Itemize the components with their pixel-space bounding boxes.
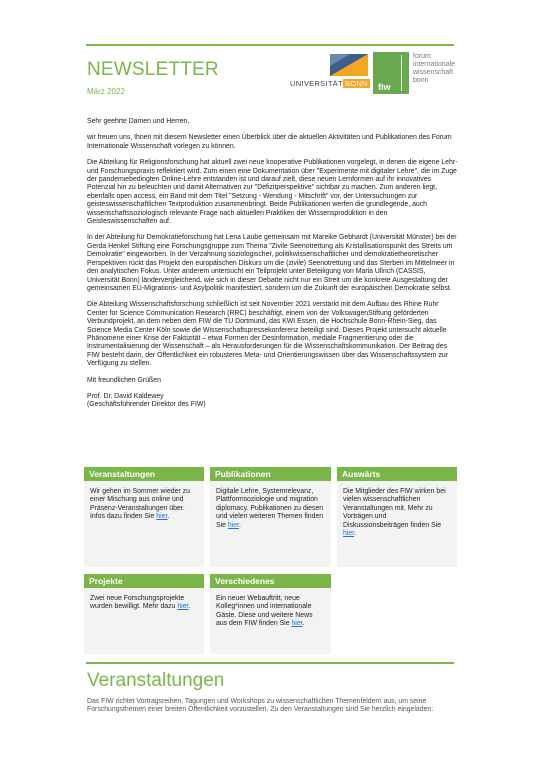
card-text: Ein neuer Webauftritt, neue Kolleg*innen und internationale Gäste. Diese und weitere News aus dem FIW finden Sie <box>216 595 313 628</box>
card-link-publikationen[interactable]: hier <box>227 521 239 529</box>
university-word: UNIVERSITÄT <box>290 79 343 88</box>
letter-body <box>87 118 459 410</box>
card-text: Wir gehen im Sommer wieder zu einer Mischung aus online und Präsenz-Veranstaltungen über. Infos dazu finden Sie <box>90 488 190 521</box>
card-verschiedenes <box>210 574 331 654</box>
card-link-verschiedenes[interactable]: hier <box>291 620 303 628</box>
card-projekte <box>84 574 204 654</box>
card-title: Projekte <box>84 574 204 588</box>
letter-paragraph: Die Abteilung für Religionsforschung hat aktuell zwei neue kooperative Publikationen vorgelegt, in denen die eigene Lehr- und Forschungspraxis reflektiert wird. Zum einen eine Dokumentation über "Experimente mit digitaler Lehre", die im Zuge der pandemiebedingten Online-Lehre entstanden ist und darauf zielt, diese neuen Lernformen auf ihr innovatives Potenzial hin zu beleuchten und damit Alternativen zur "Defizitperspektive" sichtbar zu machen. Zum anderen liegt, ebenfalls open access, ein Band mit dem Titel "Setzung - Wendung - Mitschrift" vor, der Untersuchungen zur geisteswissenschaftlichen Textproduktion zusammenbringt. Beide Publikationen werfen die grundlegende, auch wissenschaftssoziologisch relevante Frage nach aktuellen Praktiken der Wissensproduktion in den Geisteswissenschaften auf. <box>87 159 458 226</box>
letter-paragraph: Die Abteilung Wissenschaftsforschung schließlich ist seit November 2021 verstärkt mit dem Aufbau des Rhine Ruhr Center for Science Communication Research (RRC) beschäftigt, einem von der VolkswagenStiftung geförderten Verbundprojekt, an dem neben dem FIW die TU Dortmund, das KWI Essen, die Hochschule Bonn-Rhein-Sieg, das Science Media Center Köln sowie die Wissenschaftspressekonferenz beteiligt sind. Dieses Projekt untersucht aktuelle Phänomene einer Krise der Faktizität – etwa Formen der Desinformation, mediale Fragmentierung oder die Instrumentalisierung der Wissenschaft – als Herausforderungen für die Wissenschaftskommunikation. Der Beitrag des FIW besteht darin, der Öffentlichkeit ein robusteres Meta- und Orientierungswissen über das Wissenschaftssystem zur Verfügung zu stellen. <box>87 301 449 368</box>
card-title: Veranstaltungen <box>84 467 204 481</box>
university-logo-text <box>290 79 370 88</box>
fiw-word: bonn <box>413 77 429 84</box>
header-logos <box>290 52 456 94</box>
card-body: Wir gehen im Sommer wieder zu einer Mischung aus online und Präsenz-Veranstaltungen über. Infos dazu finden Sie hier. <box>90 488 190 521</box>
card-title: Verschiedenes <box>210 574 331 588</box>
newsletter-date: März 2022 <box>87 87 125 96</box>
card-auswaerts <box>337 467 457 567</box>
card-text: Die Mitglieder des FIW wirken bei vielen wissenschaftlichen Veranstaltungen mit. Mehr zu Vorträgen und Diskussionsbeiträgen finden Sie <box>343 488 446 529</box>
closing: Mit freundlichen Grüßen <box>87 376 161 384</box>
card-title: Auswärts <box>337 467 457 481</box>
card-link-projekte[interactable]: hier <box>177 603 189 611</box>
card-text: Digitale Lehre, Systemrelevanz, Plattformsoziologie und migration diplomacy. Publikationen zu diesen und vielen weiteren Themen finden Sie <box>216 488 324 529</box>
card-link-auswaerts[interactable]: hier <box>343 530 355 538</box>
section-rule <box>86 662 454 664</box>
card-publikationen <box>210 467 331 567</box>
fiw-logo-abbr: fiw <box>378 82 391 92</box>
fiw-logo-words <box>413 53 455 85</box>
card-body: Die Mitglieder des FIW wirken bei vielen wissenschaftlichen Veranstaltungen mit. Mehr zu Vorträgen und Diskussionsbeiträgen finden Sie hier. <box>343 488 446 538</box>
header-rule <box>86 44 454 46</box>
letter-paragraph: wir freuen uns, Ihnen mit diesem Newsletter einen Überblick über die aktuellen Aktivitäten und Publikationen des Forum Internationale Wissenschaft vorlegen zu können. <box>87 134 452 150</box>
card-body: Digitale Lehre, Systemrelevanz, Plattformsoziologie und migration diplomacy. Publikationen zu diesen und vielen weiteren Themen finden Sie hier. <box>216 488 324 529</box>
fiw-word: forum <box>413 53 431 60</box>
signature-name: Prof. Dr. David Kaldewey <box>87 392 164 400</box>
card-body: Zwei neue Forschungsprojekte wurden bewilligt. Mehr dazu hier. <box>90 595 191 611</box>
fiw-logo-icon <box>373 52 409 94</box>
card-title: Publikationen <box>210 467 331 481</box>
card-link-veranstaltungen[interactable]: hier <box>156 513 168 521</box>
salutation: Sehr geehrte Damen und Herren, <box>87 118 190 125</box>
card-veranstaltungen <box>84 467 204 567</box>
university-bonn-logo-icon <box>290 52 370 78</box>
section-title: Veranstaltungen <box>87 670 225 691</box>
newsletter-title: NEWSLETTER <box>87 59 219 80</box>
card-body: Ein neuer Webauftritt, neue Kolleg*innen und internationale Gäste. Diese und weitere News aus dem FIW finden Sie hier. <box>216 595 313 628</box>
letter-paragraph: In der Abteilung für Demokratieforschung hat Lena Laube gemeinsam mit Mareike Gebhardt (Universität Münster) bei der Gerda Henkel Stiftung eine Forschungsgruppe zum Thema "Zivile Seenotrettung als Kristallisationspunkt des Streits um Demokratie" eingeworben. In der Verzahnung soziologischer, politikwissenschaftlicher und demokratietheoretischer Perspektiven rückt das Projekt den europäischen Diskurs um die (zivile) Seenotrettung und das Sterben im Mittelmeer in den analytischen Fokus. Unter anderem untersucht ein Teilprojekt unter Beteiligung von Maria Ullrich (CASSIS, Universität Bonn) ländervergleichend, wie sich in dieser Debatte nicht nur ein Streit um die konkrete Ausgestaltung der gemeinsamen EU-Migrations- und Asylpolitik manifestiert, sondern um die Zukunft der europäischen Demokratie selbst. <box>87 234 457 292</box>
fiw-word: internationale <box>413 61 456 68</box>
card-text: Zwei neue Forschungsprojekte wurden bewilligt. Mehr dazu <box>90 595 185 611</box>
fiw-word: wissenschaft <box>413 69 454 76</box>
signature-role: (Geschäftsführender Direktor des FIW) <box>87 401 206 409</box>
university-highlight: BONN <box>344 79 368 88</box>
section-intro: Das FIW richtet Vortragsreihen, Tagungen und Workshops zu wissenschaftlichen Themenfeldern aus, um seine Forschungsthemen einer breiten Öffentlichkeit vorzustellen. Zu den Veranstaltungen sind Sie herzlich eingeladen: <box>87 698 434 714</box>
